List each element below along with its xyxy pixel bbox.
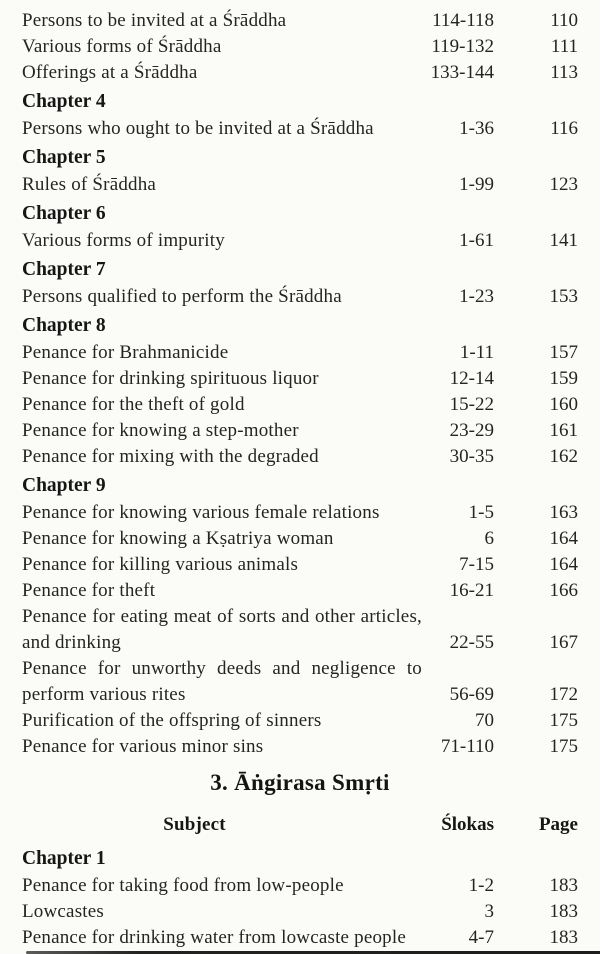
chapter-heading: Chapter 4 (22, 91, 106, 112)
page-cell: 111 (550, 36, 578, 57)
slokas-cell: 1-23 (459, 286, 494, 307)
subject-cell: Various forms of impurity (22, 230, 225, 251)
subject-column-header: Subject (163, 814, 226, 835)
slokas-cell: 70 (475, 710, 494, 731)
subject-cell: Penance for various minor sins (22, 736, 264, 757)
page-cell: 159 (549, 368, 578, 389)
toc-row (22, 8, 578, 34)
toc-row (22, 578, 578, 604)
slokas-cell: 12-14 (449, 368, 494, 389)
subject-cell: Penance for eating meat of sorts and other articles, and drinking (22, 606, 422, 653)
subject-cell: Lowcastes (22, 901, 104, 922)
page-cell: 164 (549, 528, 578, 549)
toc-entries (22, 8, 578, 951)
page-cell: 175 (549, 710, 578, 731)
slokas-cell: 30-35 (449, 446, 494, 467)
page-cell: 113 (550, 62, 578, 83)
chapter-heading: Chapter 5 (22, 147, 106, 168)
page-cell: 166 (549, 580, 578, 601)
page-cell: 167 (549, 632, 578, 653)
slokas-cell: 23-29 (449, 420, 494, 441)
subject-cell: Penance for the theft of gold (22, 394, 245, 415)
slokas-cell: 4-7 (468, 927, 494, 948)
toc-row (22, 444, 578, 470)
toc-row (22, 708, 578, 734)
page-cell: 116 (550, 118, 578, 139)
slokas-cell: 6 (484, 528, 494, 549)
page-cell: 153 (549, 286, 578, 307)
page-cell: 163 (549, 502, 578, 523)
toc-row (22, 734, 578, 760)
slokas-cell: 1-5 (468, 502, 494, 523)
chapter-heading: Chapter 8 (22, 315, 106, 336)
page-cell: 157 (549, 342, 578, 363)
toc-row (22, 552, 578, 578)
subject-cell: Persons to be invited at a Śrāddha (22, 10, 287, 31)
subject-cell: Penance for drinking spirituous liquor (22, 368, 319, 389)
page-cell: 160 (549, 394, 578, 415)
slokas-cell: 15-22 (449, 394, 494, 415)
subject-cell: Offerings at a Śrāddha (22, 62, 198, 83)
subject-cell: Persons qualified to perform the Śrāddha (22, 286, 342, 307)
page-cell: 162 (549, 446, 578, 467)
subject-cell: Penance for Brahmanicide (22, 342, 229, 363)
slokas-cell: 16-21 (449, 580, 494, 601)
chapter-heading: Chapter 1 (22, 848, 106, 869)
toc-row (22, 116, 578, 142)
toc-row (22, 526, 578, 552)
subject-cell: Penance for mixing with the degraded (22, 446, 319, 467)
slokas-cell: 22-55 (449, 632, 494, 653)
subject-cell: Persons who ought to be invited at a Śrāddha (22, 118, 374, 139)
toc-row (22, 418, 578, 444)
slokas-cell: 133-144 (430, 62, 494, 83)
slokas-cell: 1-99 (459, 174, 494, 195)
chapter-heading: Chapter 7 (22, 259, 106, 280)
toc-row (22, 172, 578, 198)
slokas-cell: 1-36 (459, 118, 494, 139)
toc-row (22, 228, 578, 254)
slokas-cell: 114-118 (432, 10, 494, 31)
page-cell: 175 (549, 736, 578, 757)
subject-cell: Penance for theft (22, 580, 156, 601)
toc-row (22, 392, 578, 418)
slokas-cell: 56-69 (449, 684, 494, 705)
page-cell: 123 (549, 174, 578, 195)
page-cell: 183 (549, 901, 578, 922)
toc-row (22, 366, 578, 392)
column-headers (22, 812, 578, 838)
page-cell: 110 (550, 10, 578, 31)
toc-row (22, 60, 578, 86)
chapter-heading: Chapter 9 (22, 475, 106, 496)
subject-cell: Penance for knowing a Kṣatriya woman (22, 528, 334, 549)
toc-row (22, 925, 578, 951)
toc-row (22, 34, 578, 60)
slokas-cell: 1-11 (459, 342, 494, 363)
subject-cell: Penance for killing various animals (22, 554, 299, 575)
toc-row (22, 899, 578, 925)
slokas-cell: 1-2 (468, 875, 494, 896)
page-cell: 183 (549, 927, 578, 948)
page-cell: 141 (549, 230, 578, 251)
subject-cell: Purification of the offspring of sinners (22, 710, 322, 731)
subject-cell: Rules of Śrāddha (22, 174, 157, 195)
toc-row (22, 604, 578, 656)
page-cell: 172 (549, 684, 578, 705)
toc-row (22, 340, 578, 366)
slokas-cell: 7-15 (459, 554, 494, 575)
chapter-heading: Chapter 6 (22, 203, 106, 224)
page-cell: 161 (549, 420, 578, 441)
toc-row (22, 284, 578, 310)
toc-row (22, 656, 578, 708)
slokas-column-header: Ślokas (441, 814, 494, 835)
section-title: 3. Āṅgirasa Smṛti (210, 770, 390, 795)
slokas-cell: 1-61 (459, 230, 494, 251)
subject-cell: Penance for knowing a step-mother (22, 420, 299, 441)
subject-cell: Penance for knowing various female relations (22, 502, 380, 523)
toc-row (22, 500, 578, 526)
slokas-cell: 3 (484, 901, 494, 922)
toc-row (22, 873, 578, 899)
subject-cell: Various forms of Śrāddha (22, 36, 222, 57)
subject-cell: Penance for taking food from low-people (22, 875, 344, 896)
subject-cell: Penance for unworthy deeds and negligence to perform various rites (22, 658, 422, 705)
slokas-cell: 71-110 (440, 736, 494, 757)
page-cell: 183 (549, 875, 578, 896)
page-column-header: Page (538, 814, 578, 835)
subject-cell: Penance for drinking water from lowcaste people (22, 927, 406, 948)
slokas-cell: 119-132 (431, 36, 494, 57)
page-cell: 164 (549, 554, 578, 575)
